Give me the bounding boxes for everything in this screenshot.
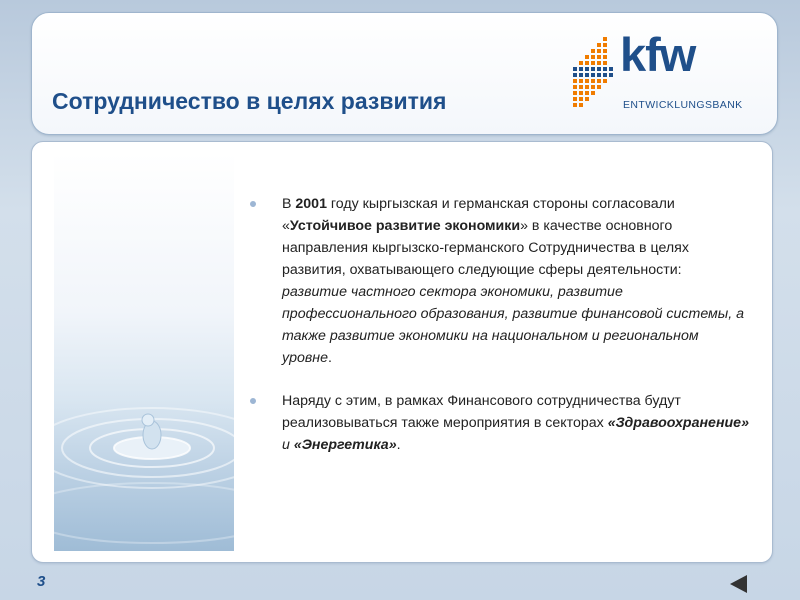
logo-brand: kfw: [620, 28, 696, 81]
bullet-segment: «Энергетика»: [293, 437, 397, 453]
logo-dot: [597, 73, 601, 77]
page-number: 3: [37, 573, 46, 590]
logo-dot: [597, 79, 601, 83]
logo-dot: [603, 79, 607, 83]
back-button[interactable]: [730, 575, 747, 593]
logo-dot: [591, 91, 595, 95]
logo-dot: [585, 97, 589, 101]
bullet-dot-icon: [250, 201, 256, 207]
bullet-list: [250, 193, 750, 477]
bullet-segment: .: [327, 350, 332, 366]
logo-dot: [585, 85, 589, 89]
logo-dot: [573, 73, 577, 77]
slide-title: Сотрудничество в целях развития: [52, 88, 447, 114]
logo-dot: [585, 55, 589, 59]
logo-dot: [597, 67, 601, 71]
logo-dot: [591, 73, 595, 77]
water-ripple-graphic: [54, 153, 234, 551]
logo-dot: [573, 103, 577, 107]
logo-dot: [585, 61, 589, 65]
bullet-segment: Устойчивое развитие экономики: [289, 218, 521, 234]
logo-dot: [609, 67, 613, 71]
logo-dot: [597, 85, 601, 89]
logo-dot: [603, 55, 607, 59]
logo-dot: [597, 61, 601, 65]
logo-dot: [603, 67, 607, 71]
bullet-segment: Наряду с этим, в рамках Финансового сотрудничества будут реализовываться также мероприятия в секторах: [282, 393, 681, 431]
logo-subtitle: ENTWICKLUNGSBANK: [623, 99, 743, 111]
bullet-segment: В: [282, 196, 296, 212]
logo-dot: [573, 67, 577, 71]
bullet-segment: » в качестве основного направления кыргызско-германского Сотрудничества в целях развития, охватывающего следующие сферы деятельности:: [282, 218, 689, 278]
bullet-text: [282, 196, 744, 366]
logo-dot: [585, 73, 589, 77]
logo-dot: [597, 43, 601, 47]
bullet-segment: .: [396, 437, 401, 453]
bullet-segment: 2001: [295, 196, 327, 212]
logo-dot: [579, 73, 583, 77]
bullet-item: [250, 390, 750, 456]
bullet-segment: году кыргызская и германская стороны согласовали «: [282, 196, 675, 234]
logo-dot: [579, 61, 583, 65]
logo-dot: [579, 79, 583, 83]
logo-dot: [597, 49, 601, 53]
logo-dot: [579, 91, 583, 95]
logo-dot: [603, 43, 607, 47]
logo-dot: [579, 85, 583, 89]
logo-dot: [603, 61, 607, 65]
logo-dot: [603, 49, 607, 53]
logo-dot: [591, 67, 595, 71]
bullet-text: [282, 393, 749, 453]
logo-dot: [591, 55, 595, 59]
logo-dot: [591, 49, 595, 53]
logo-dot: [609, 73, 613, 77]
logo-dot: [579, 103, 583, 107]
logo-dot: [579, 97, 583, 101]
logo-dot: [603, 37, 607, 41]
logo-dot: [597, 55, 601, 59]
water-drop-image: [54, 153, 234, 551]
logo-dot: [573, 91, 577, 95]
logo-dot: [585, 67, 589, 71]
bullet-segment: и: [282, 437, 294, 453]
bullet-dot-icon: [250, 398, 256, 404]
logo-dot: [585, 91, 589, 95]
logo-dot: [591, 85, 595, 89]
kfw-logo: [571, 28, 766, 118]
logo-dot: [579, 67, 583, 71]
logo-dot: [585, 79, 589, 83]
bullet-item: [250, 193, 750, 369]
logo-dot: [591, 61, 595, 65]
bullet-segment: развитие частного сектора экономики, развитие профессионального образования, развитие финансовой системы, а также развитие экономики на национальном и региональном уровне: [282, 284, 744, 366]
logo-dot: [573, 79, 577, 83]
logo-dot: [573, 85, 577, 89]
bullet-segment: «Здравоохранение»: [607, 415, 749, 431]
logo-dot: [603, 73, 607, 77]
logo-dot: [573, 97, 577, 101]
logo-dot: [591, 79, 595, 83]
